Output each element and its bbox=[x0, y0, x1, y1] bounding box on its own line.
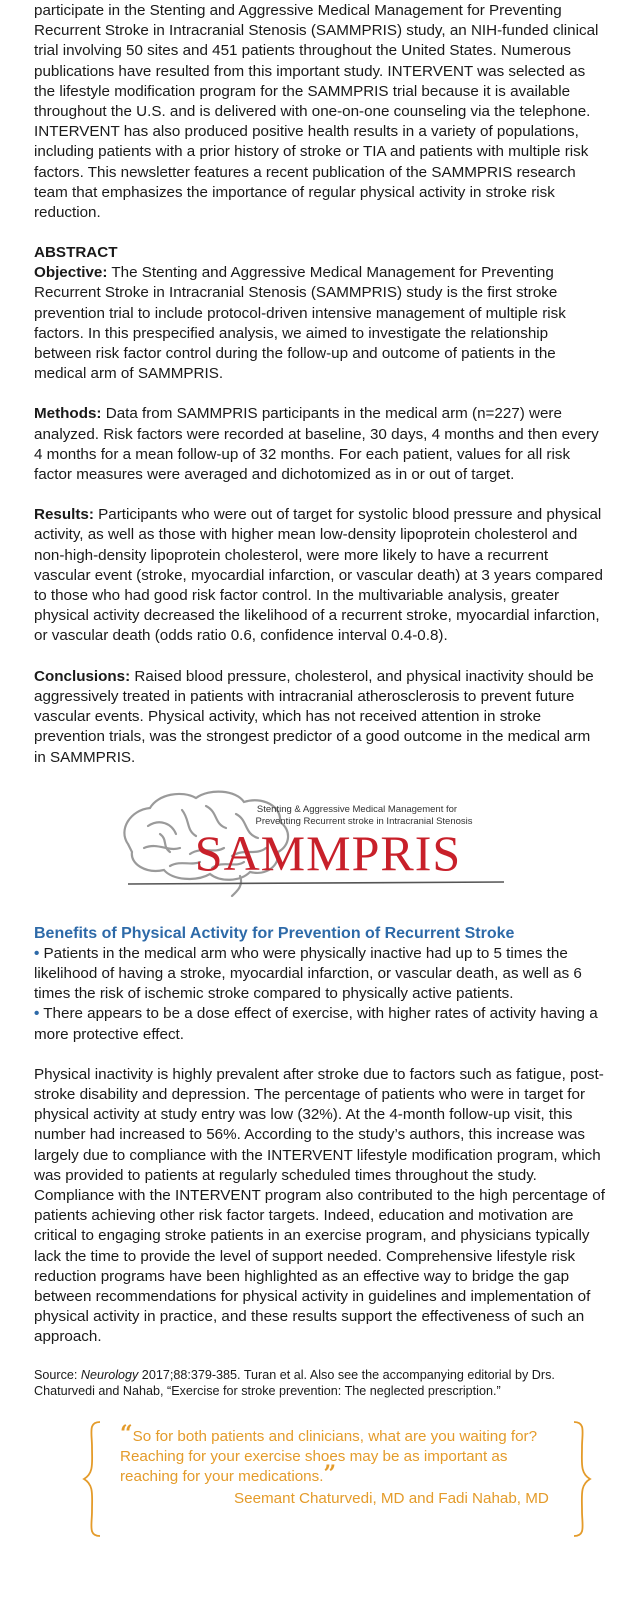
sammpris-logo bbox=[0, 782, 640, 900]
right-brace-icon bbox=[570, 1419, 594, 1539]
bullet-dot-icon: • bbox=[34, 944, 40, 962]
logo-wordmark: SAMMPRIS bbox=[194, 824, 462, 881]
benefit-bullet-1 bbox=[34, 944, 606, 1005]
methods-text: Data from SAMMPRIS participants in the medical arm (n=227) were analyzed. Risk factors were recorded at baseline, 30 days, 4 months and then every 4 months for a mean follow-up of 32 months. For each patient, values for all risk factor measures were averaged and dichotomized as in or out of target. bbox=[34, 405, 599, 484]
source-text: 2017;88:379-385. Turan et al. Also see the accompanying editorial by Drs. Chaturvedi and Nahab, “Exercise for stroke prevention: The neglected prescription.” bbox=[34, 1367, 555, 1398]
source-citation bbox=[34, 1367, 606, 1400]
source-journal: Neurology bbox=[80, 1367, 139, 1382]
conclusions-label: Conclusions: bbox=[34, 667, 131, 685]
results-label: Results: bbox=[34, 506, 94, 524]
benefit-bullet-2 bbox=[34, 1004, 606, 1044]
abstract-heading: ABSTRACT bbox=[34, 244, 118, 262]
logo-underline bbox=[128, 882, 504, 884]
open-quote-icon: “ bbox=[120, 1421, 133, 1448]
results-paragraph bbox=[34, 505, 606, 646]
conclusions-text: Raised blood pressure, cholesterol, and physical inactivity should be aggressively treated in patients with intracranial atherosclerosis to prevent future vascular events. Physical activity, which has not received attention in stroke prevention trials, was the strongest predictor of a good outcome in the medical arm in SAMMPRIS. bbox=[34, 667, 594, 766]
benefit-bullet-2-text: There appears to be a dose effect of exercise, with higher rates of activity having a more protective effect. bbox=[34, 1005, 598, 1043]
quote-attribution: Seemant Chaturvedi, MD and Fadi Nahab, MD bbox=[234, 1490, 549, 1508]
sammpris-logo-graphic bbox=[0, 782, 640, 900]
bullet-dot-icon: • bbox=[34, 1005, 40, 1023]
methods-label: Methods: bbox=[34, 405, 102, 423]
quote-text bbox=[120, 1421, 560, 1488]
benefit-bullet-1-text: Patients in the medical arm who were physically inactive had up to 5 times the likelihood of having a stroke, myocardial infarction, or vascular death, as well as 6 times the risk of ischemic stroke compared to physically active patients. bbox=[34, 944, 582, 1003]
inactivity-paragraph: Physical inactivity is highly prevalent after stroke due to factors such as fatigue, post-stroke disability and depression. The percentage of patients who were in target for physical activity at study entry was low (32%). At the 4-month follow-up visit, this number had increased to 56%. According to the study’s authors, this increase was largely due to compliance with the INTERVENT lifestyle modification program, which was provided to patients at regularly scheduled times throughout the study. Compliance with the INTERVENT program also contributed to the high percentage of patients achieving other risk factor targets. Indeed, education and motivation are critical to engaging stroke patients in an exercise program, and physicians typically lack the time to provide the level of support needed. Comprehensive lifestyle risk reduction programs have been highlighted as an effective way to bridge the gap between recommendations for physical activity in guidelines and implementation of physical activity in practice, and these results support the effectiveness of such an approach. bbox=[34, 1065, 605, 1346]
conclusions-paragraph bbox=[34, 667, 606, 768]
logo-tagline-1: Stenting & Aggressive Medical Management for bbox=[256, 803, 458, 815]
results-text: Participants who were out of target for systolic blood pressure and physical activity, as well as those with higher mean low-density lipoprotein cholesterol and non-high-density lipoprotein cholesterol, were more likely to have a recurrent vascular event (stroke, myocardial infarction, or vascular death) at 3 years compared to those who had good risk factor control. In the multivariable analysis, greater physical activity decreased the likelihood of a recurrent stroke, myocardial infarction, or vascular death (odds ratio 0.6, confidence interval 0.4-0.8). bbox=[34, 506, 603, 645]
benefits-heading: Benefits of Physical Activity for Prevention of Recurrent Stroke bbox=[34, 924, 515, 942]
left-brace-icon bbox=[80, 1419, 104, 1539]
logo-tagline-2: Preventing Recurrent stroke in Intracranial Stenosis bbox=[255, 815, 473, 827]
source-prefix: Source: bbox=[34, 1367, 81, 1382]
close-quote-icon: ” bbox=[323, 1461, 337, 1488]
pull-quote bbox=[34, 1419, 606, 1539]
objective-text: The Stenting and Aggressive Medical Management for Preventing Recurrent Stroke in Intracranial Stenosis (SAMMPRIS) study is the first stroke prevention trial to include protocol-driven intensive management of multiple risk factors. In this prespecified analysis, we aimed to investigate the relationship between risk factor control during the follow-up and outcome of patients in the medical arm of SAMMPRIS. bbox=[34, 264, 566, 383]
intro-paragraph: participate in the Stenting and Aggressive Medical Management for Preventing Recurrent Stroke in Intracranial Stenosis (SAMMPRIS) study, an NIH-funded clinical trial involving 50 sites and 451 patients throughout the United States. Numerous publications have resulted from this important study. INTERVENT was selected as the lifestyle modification program for the SAMMPRIS trial because it is available throughout the U.S. and is delivered with one-on-one counseling via the telephone. INTERVENT has also produced positive health results in a variety of populations, including patients with a prior history of stroke or TIA and patients with multiple risk factors. This newsletter features a recent publication of the SAMMPRIS research team that emphasizes the importance of regular physical activity in stroke risk reduction. bbox=[34, 2, 599, 222]
objective-paragraph bbox=[34, 263, 606, 384]
objective-label: Objective: bbox=[34, 264, 108, 282]
quote-body: So for both patients and clinicians, what are you waiting for? Reaching for your exercise shoes may be as important as reaching for your medications. bbox=[120, 1428, 538, 1486]
methods-paragraph bbox=[34, 404, 606, 485]
